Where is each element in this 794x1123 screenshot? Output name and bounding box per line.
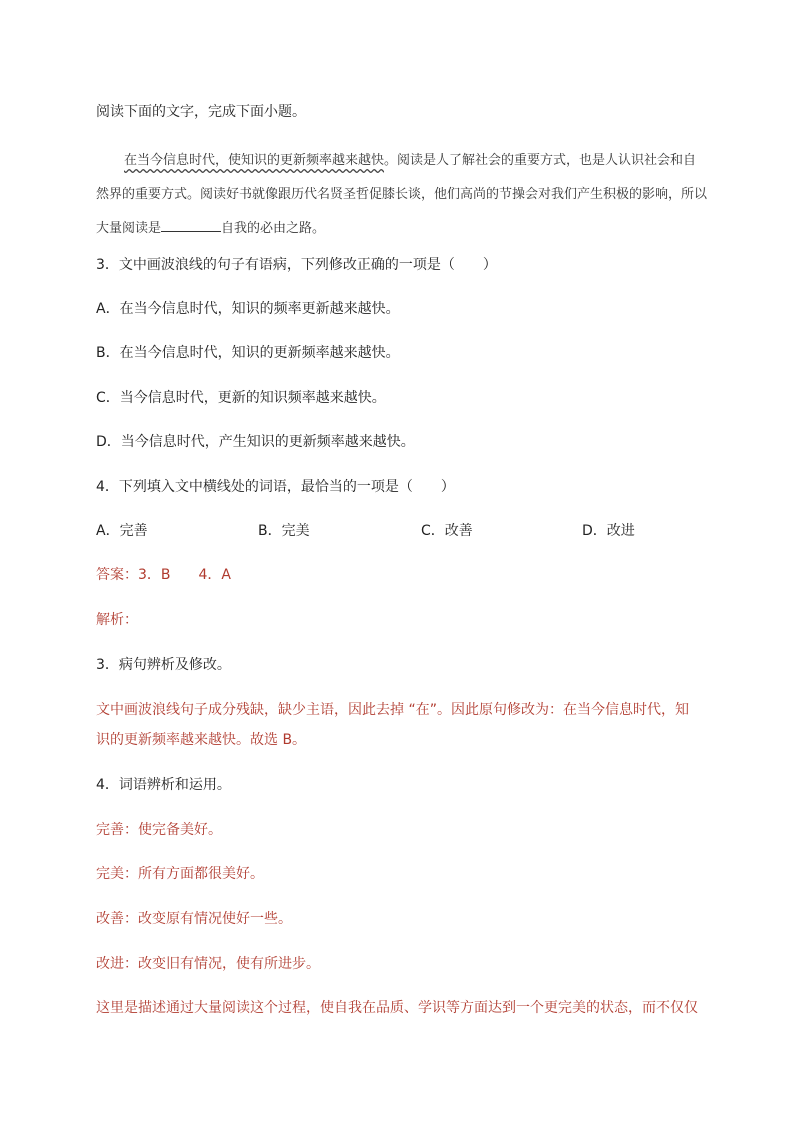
- instruction: 阅读下面的文字，完成下面小题。: [96, 104, 306, 120]
- question-4-stem: 4．下列填入文中横线处的词语，最恰当的一项是（ ）: [96, 479, 455, 495]
- definition-wanmei: 完美：所有方面都很美好。: [96, 866, 264, 882]
- analysis-conclusion: 这里是描述通过大量阅读这个过程，使自我在品质、学识等方面达到一个更完美的状态，而不仅仅: [96, 1000, 698, 1016]
- analysis-q3-title: 3．病句辨析及修改。: [96, 657, 231, 673]
- analysis-q4-title: 4．词语辨析和运用。: [96, 777, 231, 793]
- question-3-option-b: B．在当今信息时代，知识的更新频率越来越快。: [96, 345, 400, 361]
- question-3-stem: 3．文中画波浪线的句子有语病，下列修改正确的一项是（ ）: [96, 257, 497, 273]
- fill-blank: [161, 217, 221, 232]
- reading-passage: [96, 144, 708, 246]
- analysis-q3-line-2: 识的更新频率越来越快。故选 B。: [96, 732, 307, 748]
- analysis-q3-line-1: 文中画波浪线句子成分残缺，缺少主语，因此去掉 “在”。因此原句修改为：在当今信息时代，知: [96, 702, 689, 718]
- definition-gaishan: 改善：改变原有情况使好一些。: [96, 911, 292, 927]
- wavy-underlined-sentence: 在当今信息时代，使知识的更新频率越来越快: [124, 153, 385, 168]
- question-3-option-a: A．在当今信息时代，知识的频率更新越来越快。: [96, 301, 400, 317]
- passage-text: 。阅读是人了解社会的重要方式，也是人认识社会和自然界的重要方式。阅读好书就像跟历代名贤圣哲促膝长谈，他们高尚的节操会对我们产生积极的影响，所以大量阅读是: [96, 153, 708, 236]
- question-4-option-a: A．完善: [96, 523, 148, 539]
- question-4-option-b: B．完美: [258, 523, 310, 539]
- definition-wanshan: 完善：使完备美好。: [96, 822, 222, 838]
- answer-line: 答案：3．B 4．A: [96, 567, 231, 583]
- passage-text-end: 自我的必由之路。: [221, 221, 326, 236]
- question-3-option-d: D．当今信息时代，产生知识的更新频率越来越快。: [96, 434, 415, 450]
- analysis-title: 解析：: [96, 612, 138, 628]
- question-4-option-d: D．改进: [582, 523, 635, 539]
- question-3-option-c: C．当今信息时代，更新的知识频率越来越快。: [96, 390, 386, 406]
- question-4-option-c: C．改善: [421, 523, 473, 539]
- definition-gaijin: 改进：改变旧有情况，使有所进步。: [96, 956, 320, 972]
